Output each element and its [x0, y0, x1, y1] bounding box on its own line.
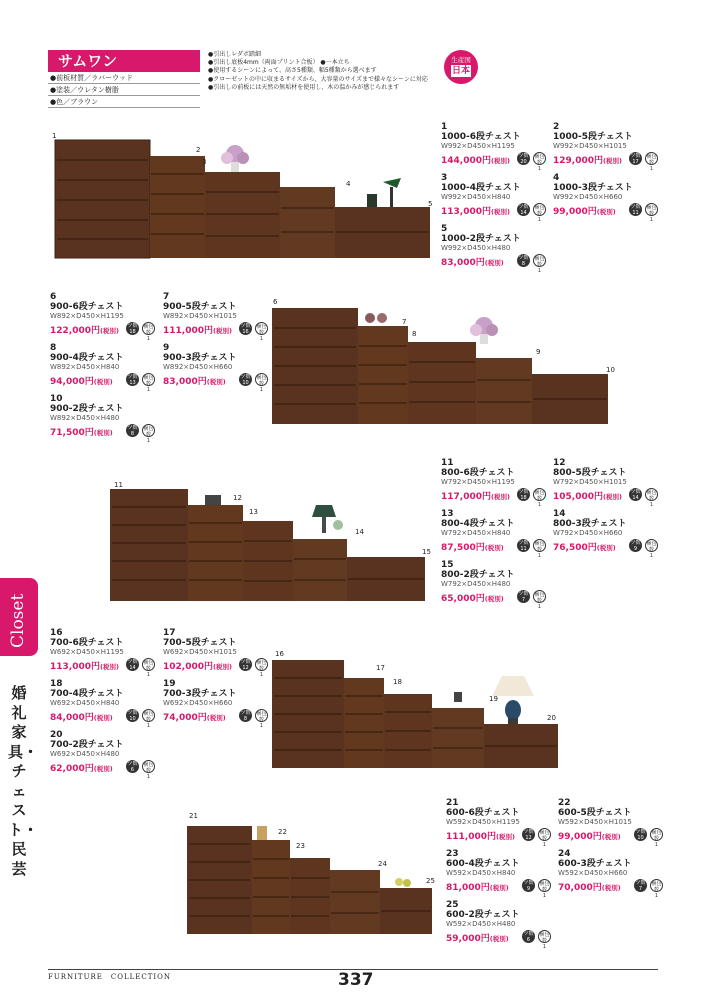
- spec-finish: ●塗装／ウレタン樹脂: [48, 84, 200, 96]
- product-number: 10: [50, 394, 63, 404]
- box-count-icon: 梱包数 1: [651, 881, 662, 899]
- price-row: [163, 709, 275, 729]
- drawer-count-icon: ツ数 9: [630, 540, 641, 552]
- product-number: 2: [553, 122, 560, 132]
- drawer-count-icon: ツ数 18: [518, 489, 529, 501]
- photo-label-16: 16: [275, 650, 284, 658]
- product-13: [441, 509, 553, 559]
- product-price: 99,000円(税別): [558, 832, 621, 842]
- product-number: 22: [558, 798, 571, 808]
- photo-label-19: 19: [489, 695, 498, 703]
- box-count-icon: 梱包数 1: [256, 324, 267, 342]
- badge-label: 生産国: [451, 56, 471, 64]
- photo-label-7: 7: [402, 318, 407, 326]
- product-dimensions: W992×D450×H840: [441, 193, 511, 201]
- product-dimensions: W592×D450×H1015: [558, 818, 632, 826]
- price-row: [446, 879, 558, 899]
- box-count-icon: 梱包数 1: [143, 762, 154, 780]
- drawer-count-icon: ツ数 8: [240, 710, 251, 722]
- tax-note: (税別): [206, 378, 226, 386]
- product-number: 4: [553, 173, 560, 183]
- spec-material: ●前板材質／ラバーウッド: [48, 72, 200, 84]
- product-price: 122,000円(税別): [50, 326, 119, 336]
- tax-note: (税別): [596, 544, 616, 552]
- tax-note: (税別): [484, 544, 504, 552]
- tax-note: (税別): [603, 493, 622, 501]
- product-2: [553, 122, 665, 172]
- drawer-count-icon: ツ数 10: [127, 710, 138, 722]
- price-row: [163, 322, 275, 342]
- product-number: 17: [163, 628, 176, 638]
- product-number: 12: [553, 458, 566, 468]
- product-dimensions: W792×D450×H660: [553, 529, 623, 537]
- product-dimensions: W892×D450×H480: [50, 414, 120, 422]
- product-9: [163, 343, 275, 393]
- drawer-count-icon: ツ数 6: [523, 931, 534, 943]
- product-number: 25: [446, 900, 459, 910]
- box-count-icon: 梱包数 1: [143, 711, 154, 729]
- drawer-count-icon: ツ数 20: [518, 153, 529, 165]
- box-count-icon: 梱包数 1: [646, 490, 657, 508]
- drawer-count-icon: ツ数 7: [518, 591, 529, 603]
- box-count-icon: 梱包数 1: [539, 881, 550, 899]
- photo-label-18: 18: [393, 678, 402, 686]
- series-title: サムワン: [48, 50, 200, 72]
- product-name: 800-4段チェスト: [441, 519, 515, 529]
- price-row: [163, 373, 275, 393]
- product-12: [553, 458, 665, 508]
- note-line: ●引出し底板4mm（両面プリント合板） ●一本立ち: [208, 59, 350, 67]
- tax-note: (税別): [206, 714, 226, 722]
- price-row: [441, 488, 553, 508]
- product-dimensions: W892×D450×H1015: [163, 312, 237, 320]
- tax-note: (税別): [213, 327, 232, 335]
- product-name: 900-2段チェスト: [50, 404, 124, 414]
- product-21: [446, 798, 558, 848]
- box-count-icon: 梱包数 1: [143, 426, 154, 444]
- product-price: 59,000円(税別): [446, 934, 509, 944]
- photo-label-24: 24: [378, 860, 387, 868]
- tax-note: (税別): [603, 157, 622, 165]
- price-row: [441, 539, 553, 559]
- price-row: [446, 828, 558, 848]
- product-number: 13: [441, 509, 454, 519]
- box-count-icon: 梱包数 1: [534, 490, 545, 508]
- photo-label-10: 10: [606, 366, 615, 374]
- photo-1000-series: [45, 132, 435, 262]
- photo-label-20: 20: [547, 714, 556, 722]
- price-row: [163, 658, 275, 678]
- closet-tab-label: Closet: [8, 593, 28, 648]
- product-price: 65,000円(税別): [441, 594, 504, 604]
- product-23: [446, 849, 558, 899]
- feature-notes: [208, 51, 448, 92]
- tax-note: (税別): [601, 833, 621, 841]
- product-price: 129,000円(税別): [553, 156, 622, 166]
- drawer-count-icon: ツ数 12: [523, 829, 534, 841]
- product-dimensions: W592×D450×H480: [446, 920, 516, 928]
- price-row: [441, 152, 553, 172]
- price-row: [441, 254, 553, 274]
- box-count-icon: 梱包数 1: [143, 660, 154, 678]
- box-count-icon: 梱包数 1: [646, 205, 657, 223]
- product-name: 1000-3段チェスト: [553, 183, 633, 193]
- price-row: [441, 590, 553, 610]
- drawer-count-icon: ツ数 14: [518, 204, 529, 216]
- photo-label-1: 1: [52, 132, 57, 140]
- price-row: [553, 539, 665, 559]
- product-price: 74,000円(税別): [163, 713, 226, 723]
- product-price: 71,500円(税別): [50, 428, 113, 438]
- product-8: [50, 343, 162, 393]
- product-5: [441, 224, 553, 274]
- price-row: [50, 424, 162, 444]
- tax-note: (税別): [489, 935, 509, 943]
- product-name: 700-4段チェスト: [50, 689, 124, 699]
- product-number: 23: [446, 849, 459, 859]
- product-name: 900-5段チェスト: [163, 302, 237, 312]
- product-name: 600-6段チェスト: [446, 808, 520, 818]
- product-18: [50, 679, 162, 729]
- product-dimensions: W592×D450×H660: [558, 869, 628, 877]
- box-count-icon: 梱包数 1: [143, 324, 154, 342]
- box-count-icon: 梱包数 1: [534, 256, 545, 274]
- tax-note: (税別): [93, 429, 113, 437]
- product-dimensions: W692×D450×H660: [163, 699, 233, 707]
- product-number: 14: [553, 509, 566, 519]
- tax-note: (税別): [93, 378, 113, 386]
- product-dimensions: W892×D450×H660: [163, 363, 233, 371]
- product-17: [163, 628, 275, 678]
- badge-country: 日本: [451, 66, 470, 76]
- product-number: 21: [446, 798, 459, 808]
- product-25: [446, 900, 558, 950]
- product-number: 1: [441, 122, 448, 132]
- product-price: 84,000円(税別): [50, 713, 113, 723]
- product-price: 102,000円(税別): [163, 662, 232, 672]
- box-count-icon: 梱包数 1: [539, 932, 550, 950]
- drawer-count-icon: ツ数 12: [240, 659, 251, 671]
- closet-section-tab: [0, 578, 38, 656]
- photo-600-series: [187, 822, 437, 934]
- product-name: 700-3段チェスト: [163, 689, 237, 699]
- tax-note: (税別): [491, 208, 510, 216]
- drawer-count-icon: ツ数 18: [127, 323, 138, 335]
- product-price: 83,000円(税別): [163, 377, 226, 387]
- box-count-icon: 梱包数 1: [534, 205, 545, 223]
- product-number: 16: [50, 628, 63, 638]
- product-14: [553, 509, 665, 559]
- tax-note: (税別): [484, 259, 504, 267]
- product-16: [50, 628, 162, 678]
- tax-note: (税別): [601, 884, 621, 892]
- product-dimensions: W792×D450×H840: [441, 529, 511, 537]
- product-name: 800-6段チェスト: [441, 468, 515, 478]
- product-dimensions: W992×D450×H480: [441, 244, 511, 252]
- product-price: 113,000円(税別): [50, 662, 119, 672]
- product-name: 700-2段チェスト: [50, 740, 124, 750]
- drawer-count-icon: ツ数 9: [523, 880, 534, 892]
- product-name: 700-5段チェスト: [163, 638, 237, 648]
- product-name: 800-2段チェスト: [441, 570, 515, 580]
- product-price: 94,000円(税別): [50, 377, 113, 387]
- product-price: 87,500円(税別): [441, 543, 504, 553]
- price-row: [441, 203, 553, 223]
- product-name: 1000-2段チェスト: [441, 234, 521, 244]
- photo-label-25: 25: [426, 877, 435, 885]
- box-count-icon: 梱包数 1: [646, 541, 657, 559]
- product-name: 800-3段チェスト: [553, 519, 627, 529]
- photo-label-13: 13: [249, 508, 258, 516]
- product-dimensions: W692×D450×H840: [50, 699, 120, 707]
- price-row: [553, 488, 665, 508]
- product-number: 24: [558, 849, 571, 859]
- box-count-icon: 梱包数 1: [534, 592, 545, 610]
- product-price: 83,000円(税別): [441, 258, 504, 268]
- product-7: [163, 292, 278, 342]
- product-number: 20: [50, 730, 63, 740]
- product-dimensions: W892×D450×H840: [50, 363, 120, 371]
- tax-note: (税別): [484, 595, 504, 603]
- product-dimensions: W892×D450×H1195: [50, 312, 124, 320]
- tax-note: (税別): [489, 884, 509, 892]
- tax-note: (税別): [496, 833, 515, 841]
- product-20: [50, 730, 162, 780]
- product-dimensions: W792×D450×H480: [441, 580, 511, 588]
- box-count-icon: 梱包数 1: [534, 154, 545, 172]
- product-name: 800-5段チェスト: [553, 468, 627, 478]
- product-price: 76,500円(税別): [553, 543, 616, 553]
- drawer-count-icon: ツ数 16: [240, 323, 251, 335]
- drawer-count-icon: ツ数 17: [630, 153, 641, 165]
- drawer-count-icon: ツ数 14: [127, 659, 138, 671]
- drawer-count-icon: ツ数 13: [127, 374, 138, 386]
- box-count-icon: 梱包数 1: [256, 711, 267, 729]
- product-price: 70,000円(税別): [558, 883, 621, 893]
- photo-label-9: 9: [536, 348, 541, 356]
- product-name: 1000-5段チェスト: [553, 132, 633, 142]
- photo-label-15: 15: [422, 548, 431, 556]
- photo-label-2: 2: [196, 146, 201, 154]
- product-dimensions: W692×D450×H1195: [50, 648, 124, 656]
- drawer-count-icon: ツ数 14: [630, 489, 641, 501]
- product-dimensions: W692×D450×H1015: [163, 648, 237, 656]
- product-number: 19: [163, 679, 176, 689]
- product-price: 62,000円(税別): [50, 764, 113, 774]
- photo-label-17: 17: [376, 664, 385, 672]
- spec-color: ●色／ブラウン: [48, 96, 200, 108]
- product-price: 113,000円(税別): [441, 207, 510, 217]
- photo-label-14: 14: [355, 528, 364, 536]
- product-number: 11: [441, 458, 454, 468]
- footer-collection: FURNITURE COLLECTION: [48, 973, 172, 981]
- product-dimensions: W992×D450×H1015: [553, 142, 627, 150]
- product-number: 15: [441, 560, 454, 570]
- product-3: [441, 173, 553, 223]
- photo-800-series: [110, 485, 430, 601]
- note-line: ●クローゼットの中に収まるサイズから、大容量のサイズまで様々なシーンに対応: [208, 75, 428, 83]
- category-vertical-label: 婚礼家具・チェスト・民芸: [8, 684, 39, 878]
- photo-label-23: 23: [296, 842, 305, 850]
- box-count-icon: 梱包数 1: [646, 154, 657, 172]
- price-row: [553, 203, 665, 223]
- price-row: [558, 828, 670, 848]
- price-row: [446, 930, 558, 950]
- photo-label-21: 21: [189, 812, 198, 820]
- product-name: 1000-4段チェスト: [441, 183, 521, 193]
- product-22: [558, 798, 670, 848]
- photo-700-series: [272, 656, 562, 768]
- product-price: 117,000円(税別): [441, 492, 510, 502]
- photo-label-12: 12: [233, 494, 242, 502]
- price-row: [558, 879, 670, 899]
- photo-label-8: 8: [412, 330, 417, 338]
- product-1: [441, 122, 553, 172]
- drawer-count-icon: ツ数 11: [630, 204, 641, 216]
- product-price: 111,000円(税別): [446, 832, 515, 842]
- product-24: [558, 849, 670, 899]
- box-count-icon: 梱包数 1: [651, 830, 662, 848]
- drawer-count-icon: ツ数 11: [518, 540, 529, 552]
- product-price: 81,000円(税別): [446, 883, 509, 893]
- product-name: 700-6段チェスト: [50, 638, 124, 648]
- price-row: [50, 322, 162, 342]
- price-row: [50, 709, 162, 729]
- tax-note: (税別): [596, 208, 616, 216]
- product-dimensions: W592×D450×H840: [446, 869, 516, 877]
- note-line: ●引出しの前板には天然の無垢材を使用し、木の温かみが感じられます: [208, 83, 400, 91]
- note-line: ●使用するシーンによって、高さ5種類、幅5種類から選べます: [208, 67, 377, 75]
- product-dimensions: W792×D450×H1195: [441, 478, 515, 486]
- product-number: 7: [163, 292, 170, 302]
- tax-note: (税別): [491, 493, 510, 501]
- product-name: 900-4段チェスト: [50, 353, 124, 363]
- photo-label-3: 3: [202, 158, 207, 166]
- price-row: [553, 152, 665, 172]
- box-count-icon: 梱包数 1: [143, 375, 154, 393]
- tax-note: (税別): [93, 765, 113, 773]
- drawer-count-icon: ツ数 6: [127, 761, 138, 773]
- product-name: 900-6段チェスト: [50, 302, 124, 312]
- product-number: 18: [50, 679, 63, 689]
- product-price: 105,000円(税別): [553, 492, 622, 502]
- product-dimensions: W992×D450×H660: [553, 193, 623, 201]
- product-price: 99,000円(税別): [553, 207, 616, 217]
- box-count-icon: 梱包数 1: [256, 660, 267, 678]
- photo-label-4: 4: [346, 180, 351, 188]
- product-dimensions: W592×D450×H1195: [446, 818, 520, 826]
- photo-label-11: 11: [114, 481, 123, 489]
- product-10: [50, 394, 162, 444]
- product-name: 600-3段チェスト: [558, 859, 632, 869]
- product-name: 600-4段チェスト: [446, 859, 520, 869]
- photo-label-5: 5: [428, 200, 433, 208]
- price-row: [50, 373, 162, 393]
- product-number: 3: [441, 173, 448, 183]
- price-row: [50, 760, 162, 780]
- product-number: 5: [441, 224, 448, 234]
- product-15: [441, 560, 553, 610]
- product-number: 8: [50, 343, 57, 353]
- product-name: 600-5段チェスト: [558, 808, 632, 818]
- product-4: [553, 173, 665, 223]
- page-number: 337: [338, 970, 374, 990]
- photo-900-series: [272, 302, 612, 424]
- tax-note: (税別): [213, 663, 232, 671]
- product-6: [50, 292, 162, 342]
- product-dimensions: W692×D450×H480: [50, 750, 120, 758]
- drawer-count-icon: ツ数 8: [518, 255, 529, 267]
- product-number: 6: [50, 292, 57, 302]
- drawer-count-icon: ツ数 10: [240, 374, 251, 386]
- tax-note: (税別): [100, 327, 119, 335]
- box-count-icon: 梱包数 1: [256, 375, 267, 393]
- tax-note: (税別): [491, 157, 510, 165]
- product-price: 111,000円(税別): [163, 326, 232, 336]
- price-row: [50, 658, 162, 678]
- drawer-count-icon: ツ数 10: [635, 829, 646, 841]
- product-number: 9: [163, 343, 170, 353]
- product-dimensions: W992×D450×H1195: [441, 142, 515, 150]
- product-dimensions: W792×D450×H1015: [553, 478, 627, 486]
- product-name: 600-2段チェスト: [446, 910, 520, 920]
- drawer-count-icon: ツ数 8: [127, 425, 138, 437]
- photo-label-6: 6: [273, 298, 278, 306]
- box-count-icon: 梱包数 1: [534, 541, 545, 559]
- note-line: ●引出しレダボ踏細: [208, 51, 261, 58]
- tax-note: (税別): [100, 663, 119, 671]
- photo-label-22: 22: [278, 828, 287, 836]
- product-11: [441, 458, 553, 508]
- drawer-count-icon: ツ数 7: [635, 880, 646, 892]
- product-19: [163, 679, 275, 729]
- product-name: 1000-6段チェスト: [441, 132, 521, 142]
- product-name: 900-3段チェスト: [163, 353, 237, 363]
- box-count-icon: 梱包数 1: [539, 830, 550, 848]
- tax-note: (税別): [93, 714, 113, 722]
- made-in-japan-badge: [444, 50, 478, 84]
- product-price: 144,000円(税別): [441, 156, 510, 166]
